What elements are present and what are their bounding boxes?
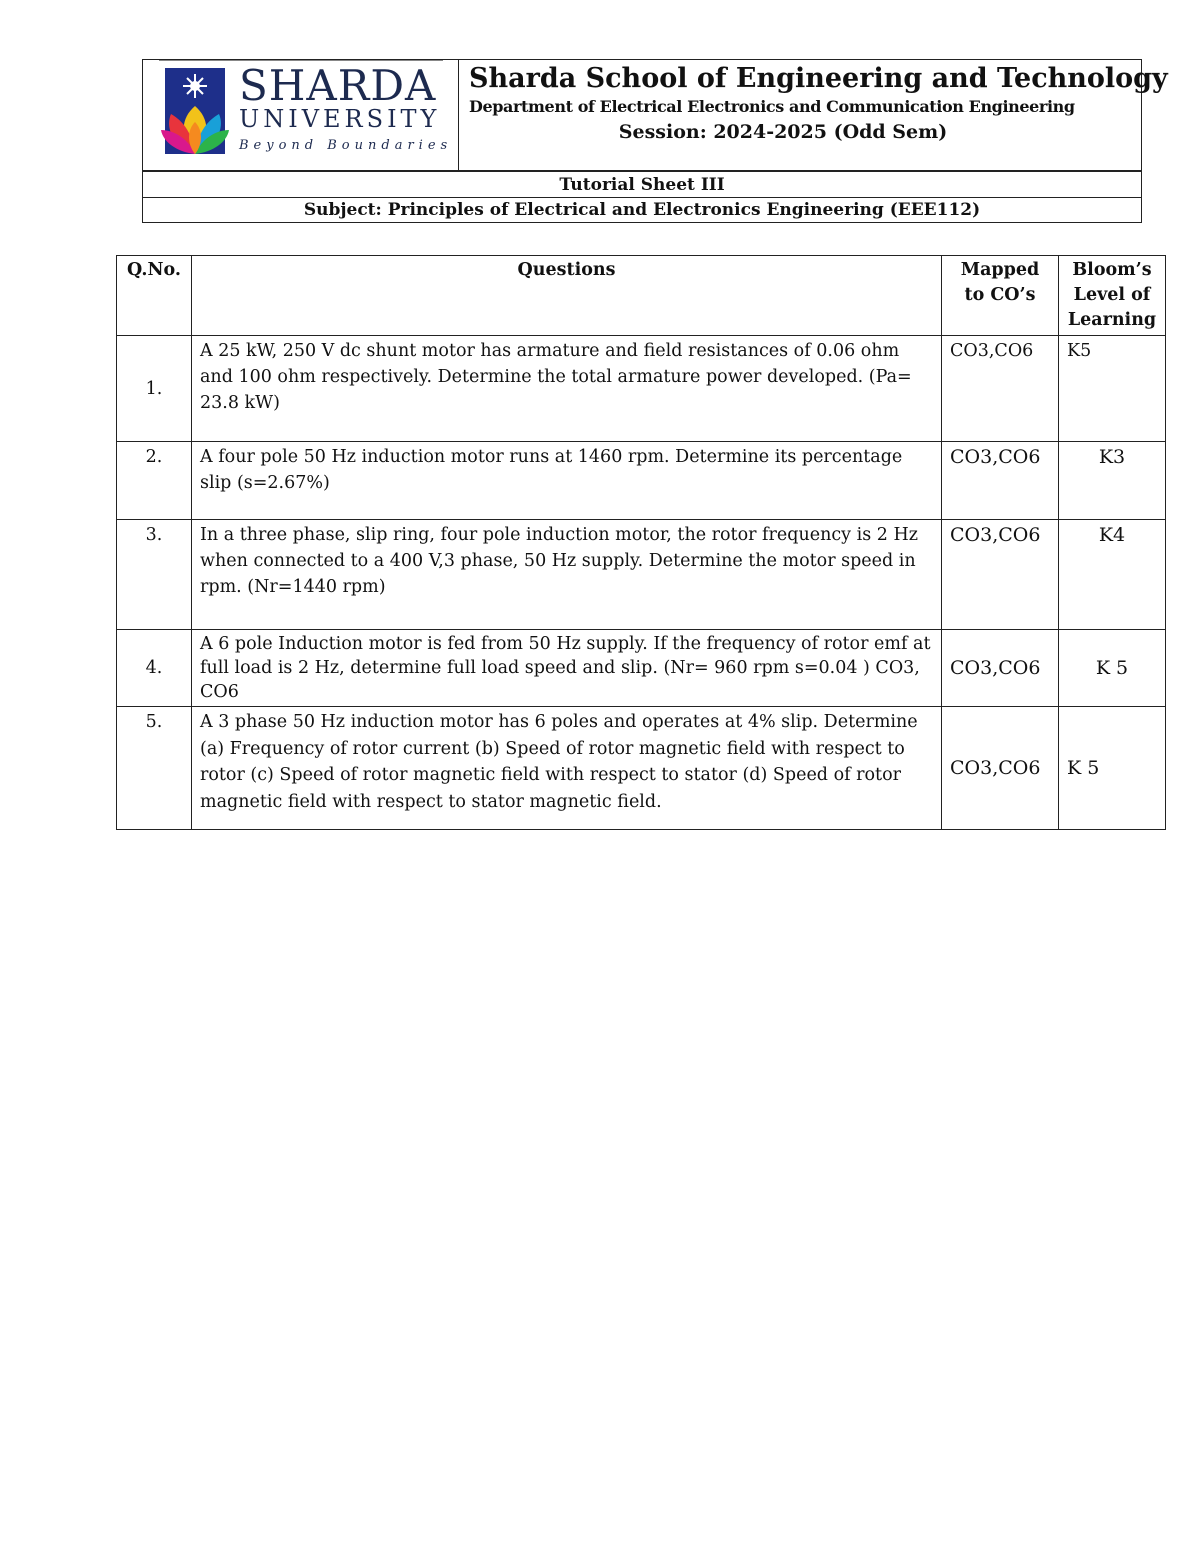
- table-header-row: [117, 256, 1166, 336]
- school-name: Sharda School of Engineering and Technology: [469, 63, 1168, 94]
- department-name: Department of Electrical Electronics and Communication Engineering: [469, 97, 1075, 116]
- question-number: 5.: [117, 707, 192, 830]
- sheet-title: Tutorial Sheet III: [142, 171, 1142, 198]
- header-mapped-co: Mapped to CO’s: [942, 256, 1059, 336]
- bloom-level: K3: [1059, 442, 1166, 520]
- question-text: A 3 phase 50 Hz induction motor has 6 poles and operates at 4% slip. Determine (a) Frequency of rotor current (b) Speed of rotor magnetic field with respect to rotor (c) Speed of rotor magnetic field with respect to stator (d) Speed of rotor magnetic field with respect to stator magnetic field.: [192, 707, 942, 830]
- logo-tagline: Beyond Boundaries: [239, 138, 453, 153]
- logo-wordmark: [239, 61, 453, 153]
- co-mapping: CO3,CO6: [942, 630, 1059, 707]
- bloom-level: K4: [1059, 520, 1166, 630]
- co-mapping: CO3,CO6: [942, 707, 1059, 830]
- table-row: [117, 442, 1166, 520]
- subject-title: Subject: Principles of Electrical and Electronics Engineering (EEE112): [142, 197, 1142, 223]
- co-mapping: CO3,CO6: [942, 336, 1059, 442]
- question-number: 4.: [117, 630, 192, 707]
- table-row: [117, 707, 1166, 830]
- bloom-level: K 5: [1059, 707, 1166, 830]
- header-questions: Questions: [192, 256, 942, 336]
- logo-cell: [143, 60, 459, 170]
- sharda-lotus-logo-icon: [161, 66, 231, 158]
- table-row: [117, 520, 1166, 630]
- question-number: 1.: [117, 336, 192, 442]
- bloom-level: K5: [1059, 336, 1166, 442]
- logo-word-sharda: SHARDA: [239, 61, 437, 110]
- question-text: A four pole 50 Hz induction motor runs at 1460 rpm. Determine its percentage slip (s=2.67%): [192, 442, 942, 520]
- logo-word-university: UNIVERSITY: [239, 105, 441, 133]
- session-text: Session: 2024-2025 (Odd Sem): [618, 121, 948, 143]
- title-cell: [469, 62, 1168, 146]
- header-bloom-level: Bloom’s Level of Learning: [1059, 256, 1166, 336]
- question-text: A 25 kW, 250 V dc shunt motor has armature and field resistances of 0.06 ohm and 100 ohm respectively. Determine the total armature power developed. (Pa= 23.8 kW): [192, 336, 942, 442]
- question-text: A 6 pole Induction motor is fed from 50 Hz supply. If the frequency of rotor emf at full load is 2 Hz, determine full load speed and slip. (Nr= 960 rpm s=0.04 ) CO3, CO6: [192, 630, 942, 707]
- bloom-level: K 5: [1059, 630, 1166, 707]
- co-mapping: CO3,CO6: [942, 520, 1059, 630]
- co-mapping: CO3,CO6: [942, 442, 1059, 520]
- questions-table: [116, 255, 1166, 830]
- table-row: [117, 336, 1166, 442]
- question-number: 2.: [117, 442, 192, 520]
- header-qno: Q.No.: [117, 256, 192, 336]
- table-row: [117, 630, 1166, 707]
- question-text: In a three phase, slip ring, four pole induction motor, the rotor frequency is 2 Hz when connected to a 400 V,3 phase, 50 Hz supply. Determine the motor speed in rpm. (Nr=1440 rpm): [192, 520, 942, 630]
- header-box: [142, 59, 1168, 171]
- question-number: 3.: [117, 520, 192, 630]
